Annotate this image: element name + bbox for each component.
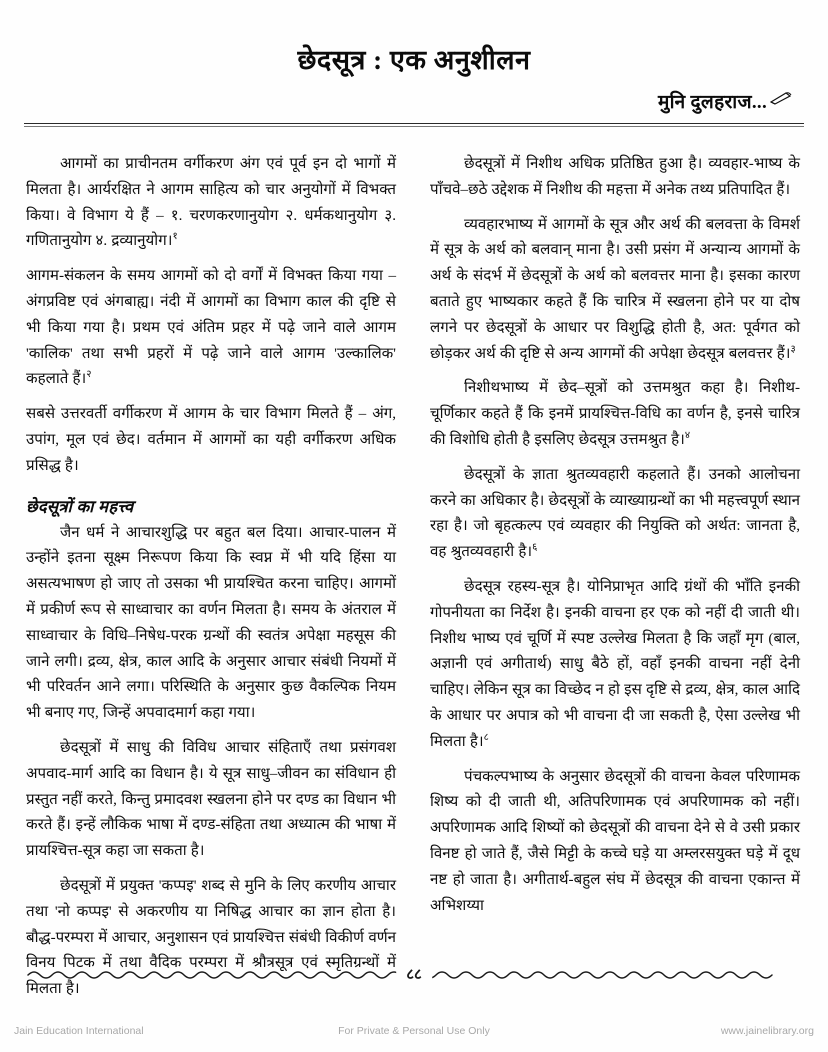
header-divider-rule [24,123,804,127]
footnote-marker: १ [172,231,178,243]
paragraph [430,376,800,453]
paragraph-text: छेदसूत्रों के ज्ञाता श्रुतव्यवहारी कहलाते हैं। उनको आलोचना करने का अधिकार है। छेदसूत्रों के व्याख्याग्रन्थों का भी महत्त्वपूर्ण स्थान रहा है। जो बृहत्कल्प एवं व्यवहार की नियुक्ति को अर्थत: जानता है, वह श्रुतव्यवहारी है। [430,466,800,561]
paragraph [26,152,396,255]
byline-row [0,78,828,114]
footnote-marker: ३ [790,343,796,355]
paragraph [26,264,396,393]
page-footer [0,1016,828,1046]
paragraph-text: छेदसूत्र रहस्य-सूत्र है। योनिप्राभृत आदि ग्रंथों की भाँति इनकी गोपनीयता का निर्देश है। इनकी वाचना हर एक को नहीं दी जाती थी। निशीथ भाष्य एवं चूर्णि में स्पष्ट उल्लेख मिलता है कि जहाँ मृग (बाल, अज्ञानी एवं अगीतार्थ) साधु बैठे हों, वहाँ इनकी वाचना नहीं देनी चाहिए। लेकिन सूत्र का विच्छेद न हो इस दृष्टि से द्रव्य, क्षेत्र, काल आदि के आधार पर अपात्र को भी वाचना दी जा सकती है, ऐसा उल्लेख भी मिलता है। [430,578,800,750]
paragraph: छेदसूत्रों में साधु की विविध आचार संहिताएँ तथा प्रसंगवश अपवाद-मार्ग आदि का विधान है। ये सूत्र साधु–जीवन का संविधान ही प्रस्तुत नहीं करते, किन्तु प्रमादवश स्खलना होने पर दण्ड का विधान भी करते हैं। इन्हें लौकिक भाषा में दण्ड-संहिता तथा अध्यात्म की भाषा में प्रायश्चित्त-सूत्र कहा जा सकता है। [26,739,396,860]
paragraph-text: आगम-संकलन के समय आगमों को दो वर्गों में विभक्त किया गया – अंगप्रविष्ट एवं अंगबाह्य। नंदी में आगमों का विभाग काल की दृष्टि से भी किया गया है। प्रथम एवं अंतिम प्रहर में पढ़े जाने वाले आगम 'कालिक' तथा सभी प्रहरों में पढ़े जाने वाले आगम 'उल्कालिक' कहलाते हैं। [26,268,396,388]
page-number: ८८ [396,964,432,984]
paragraph [430,463,800,566]
paragraph [430,575,800,756]
quill-pen-icon [770,90,792,111]
footer-usage-notice: For Private & Personal Use Only [338,1025,490,1037]
footnote-marker: ४ [684,429,691,441]
bottom-ornament-divider [26,962,802,988]
left-column [26,152,396,1012]
paragraph [430,765,800,920]
paragraph [430,213,800,368]
body-columns [26,152,802,1012]
paragraph-text: व्यवहारभाष्य में आगमों के सूत्र और अर्थ की बलवत्ता के विमर्श में सूत्र के अर्थ को बलवान् माना है। उसी प्रसंग में अन्यान्य आगमों के अर्थ के संदर्भ में छेदसूत्रों के अर्थ को बलवत्तर माना है। इसका कारण बताते हुए भाष्यकार कहते हैं कि चारित्र में स्खलना होने पर या दोष लगने पर छेदसूत्रों के आधार पर विशुद्धि होती है, अत: पूर्वगत को छोड़कर अर्थ की दृष्टि से अन्य आगमों की अपेक्षा छेदसूत्र बलवत्तर हैं। [430,216,800,362]
paragraph: सबसे उत्तरवर्ती वर्गीकरण में आगम के चार विभाग मिलते हैं – अंग, उपांग, मूल एवं छेद। वर्तमान में आगमों का यही वर्गीकरण अधिक प्रसिद्ध है। [26,406,396,474]
author-byline: मुनि दुलहराज... [658,91,767,113]
footer-website-url[interactable]: www.jainelibrary.org [720,1025,814,1037]
paragraph: जैन धर्म ने आचारशुद्धि पर बहुत बल दिया। आचार-पालन में उन्होंने इतना सूक्ष्म निरूपण किया कि स्वप्न में भी यदि हिंसा या असत्यभाषण हो जाए तो उसका भी प्रायश्चित करना चाहिए। आगमों में प्रकीर्ण रूप से साध्वाचार का वर्णन मिलता है। समय के अंतराल में साध्वाचार के विधि–निषेध-परक ग्रन्थों की स्वतंत्र अपेक्षा महसूस की जाने लगी। द्रव्य, क्षेत्र, काल आदि के अनुसार आचार संबंधी नियमों में भी परिवर्तन आने लगा। परिस्थिति के अनुसार कुछ वैकल्पिक नियम भी बनाए गए, जिन्हें अपवादमार्ग कहा गया। [26,524,396,722]
paragraph-text: आगमों का प्राचीनतम वर्गीकरण अंग एवं पूर्व इन दो भागों में मिलता है। आर्यरक्षित ने आगम साहित्य को चार अनुयोगों में विभक्त किया। वे विभाग ये हैं – १. चरणकरणानुयोग २. धर्मकथानुयोग ३. गणितानुयोग ४. द्रव्यानुयोग। [26,156,396,250]
footnote-marker: २ [86,369,92,381]
footer-organization: Jain Education International [14,1025,144,1037]
paragraph-text: निशीथभाष्य में छेद–सूत्रों को उत्तमश्रुत कहा है। निशीथ-चूर्णिकार कहते हैं कि इनमें प्रायश्चित्त-विधि का वर्णन है, इनसे चारित्र की विशोधि होती है इसलिए छेदसूत्र उत्तमश्रुत है। [430,380,800,448]
right-column [430,152,800,1012]
section-heading: छेदसूत्रों का महत्त्व [26,496,134,516]
paragraph-text: पंचकल्पभाष्य के अनुसार छेदसूत्रों की वाचना केवल परिणामक शिष्य को दी जाती थी, अतिपरिणामक एवं अपरिणामक को नहीं। अपरिणामक आदि शिष्यों को छेदसूत्रों की वाचना देने से वे उसी प्रकार विनष्ट हो जाते हैं, जैसे मिट्टी के कच्चे घड़े या अम्लरसयुक्त घड़े में दूध नष्ट हो जाता है। अगीतार्थ-बहुल संघ में छेदसूत्र की वाचना एकान्त में अभिशय्या [430,768,800,914]
footnote-marker: ८ [483,731,489,743]
paragraph: छेदसूत्रों में प्रयुक्त 'कप्पइ' शब्द से मुनि के लिए करणीय आचार तथा 'नो कप्पइ' से अकरणीय या निषिद्ध आचार का ज्ञान होता है। बौद्ध-परम्परा में आचार, अनुशासन एवं प्रायश्चित्त संबंधी विकीर्ण वर्णन विनय पिटक में तथा वैदिक परम्परा में श्रौत्रसूत्र एवं स्मृतिग्रन्थों में मिलता है। [26,877,396,998]
page-header [0,0,828,127]
paragraph: छेदसूत्रों में निशीथ अधिक प्रतिष्ठित हुआ है। व्यवहार-भाष्य के पाँचवे–छठे उद्देशक में निशीथ की महत्ता में अनेक तथ्य प्रतिपादित हैं। [430,156,800,198]
footnote-marker: ६ [532,542,538,554]
page-title: छेदसूत्र : एक अनुशीलन [297,45,531,75]
